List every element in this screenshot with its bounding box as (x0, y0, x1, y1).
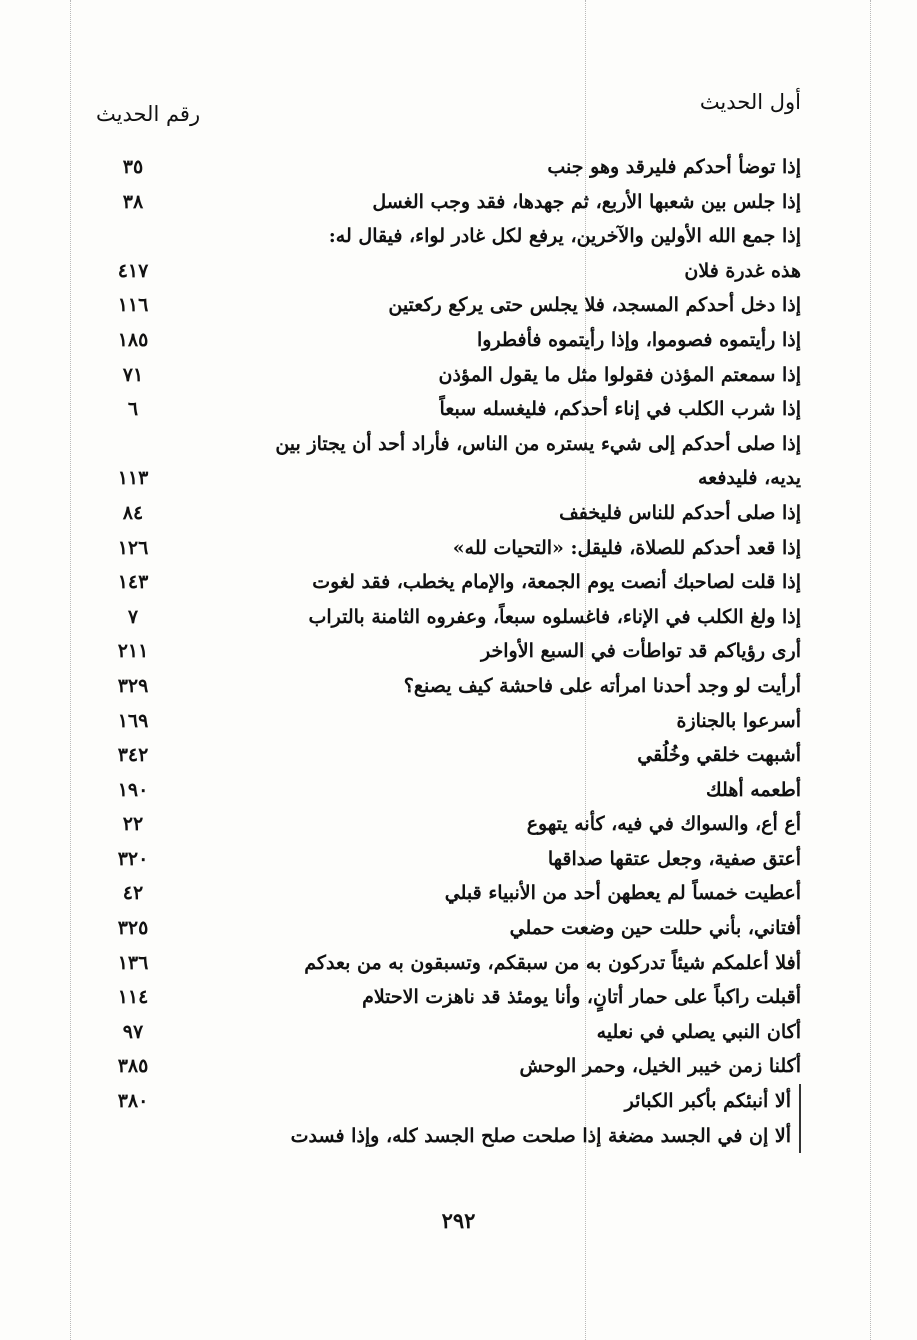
hadith-start-text: أع أع، والسواك في فيه، كأنه يتهوع (526, 813, 801, 836)
hadith-number: ١١٣ (117, 467, 149, 490)
hadith-start-text: أفلا أعلمكم شيئاً تدركون به من سبقكم، وتسبقون به من بعدكم (304, 951, 801, 974)
index-row (96, 496, 801, 531)
hadith-start-text: أعطيت خمساً لم يعطهن أحد من الأنبياء قبلي (444, 882, 801, 905)
index-row (96, 1119, 801, 1154)
index-row (96, 288, 801, 323)
hadith-start-text: إذا سمعتم المؤذن فقولوا مثل ما يقول المؤذن (438, 363, 801, 386)
table-header (96, 86, 801, 130)
index-page (96, 86, 801, 1153)
index-row (96, 358, 801, 393)
hadith-start-text: إذا قلت لصاحبك أنصت يوم الجمعة، والإمام يخطب، فقد لغوت (312, 571, 801, 594)
hadith-start-text: إذا توضأ أحدكم فليرقد وهو جنب (547, 156, 801, 178)
hadith-start-text: أقبلت راكباً على حمار أتانٍ، وأنا يومئذ قد ناهزت الاحتلام (362, 986, 801, 1009)
hadith-start-text: إذا جمع الله الأولين والآخرين، يرفع لكل غادر لواء، فيقال له: (328, 225, 801, 248)
scan-fold-line (70, 0, 71, 1340)
index-row (96, 911, 801, 946)
index-row (96, 1049, 801, 1084)
hadith-start-text: أشبهت خلقي وخُلُقي (637, 744, 801, 767)
hadith-start-column-label: أول الحديث (699, 90, 801, 114)
index-row (96, 669, 801, 704)
hadith-start-text: إذا شرب الكلب في إناء أحدكم، فليغسله سبعاً (439, 398, 801, 421)
index-row (96, 600, 801, 635)
hadith-number: ١١٤ (117, 986, 149, 1009)
index-row (96, 738, 801, 773)
hadith-number: ٨٤ (122, 501, 144, 524)
index-row (96, 531, 801, 566)
hadith-number: ٣٢٥ (117, 917, 149, 940)
hadith-start-text: هذه غدرة فلان (684, 259, 801, 282)
index-row (96, 946, 801, 981)
index-row (96, 461, 801, 496)
page-number: ٢٩٢ (441, 1208, 476, 1233)
hadith-number: ١٤٣ (117, 571, 149, 594)
hadith-number: ٤١٧ (117, 259, 149, 282)
hadith-number: ٣٨٥ (117, 1055, 149, 1078)
index-row (96, 392, 801, 427)
hadith-start-text: إذا صلى أحدكم للناس فليخفف (559, 501, 801, 524)
index-row (96, 219, 801, 254)
hadith-number: ٩٧ (122, 1020, 144, 1043)
index-row (96, 565, 801, 600)
hadith-start-text: إذا صلى أحدكم إلى شيء يستره من الناس، فأراد أحد أن يجتاز بين (275, 432, 801, 455)
index-row (96, 185, 801, 220)
hadith-start-text: يديه، فليدفعه (698, 467, 801, 490)
hadith-number-column-label: رقم الحديث (96, 102, 201, 126)
hadith-number: ١١٦ (117, 294, 149, 317)
hadith-start-text: أفتاني، بأني حللت حين وضعت حملي (509, 917, 801, 940)
scan-fold-line (870, 0, 871, 1340)
hadith-start-text: إذا دخل أحدكم المسجد، فلا يجلس حتى يركع ركعتين (388, 294, 801, 317)
hadith-start-text: أسرعوا بالجنازة (676, 709, 801, 732)
hadith-number: ٢٢ (122, 813, 144, 836)
hadith-number: ٣٤٢ (117, 744, 149, 767)
hadith-number: ١٢٦ (117, 536, 149, 559)
index-row (96, 773, 801, 808)
hadith-number: ٣٢٠ (117, 847, 149, 870)
index-row (96, 1015, 801, 1050)
hadith-index-list (96, 150, 801, 1153)
index-row (96, 254, 801, 289)
index-row (96, 427, 801, 462)
hadith-start-text: ألا إن في الجسد مضغة إذا صلحت صلح الجسد كله، وإذا فسدت (290, 1124, 791, 1147)
hadith-number: ١٨٥ (117, 328, 149, 351)
hadith-number: ٣٨٠ (117, 1090, 149, 1113)
hadith-number: ١٩٠ (117, 778, 149, 801)
hadith-number: ٣٨ (122, 190, 144, 213)
hadith-number: ٧١ (122, 363, 144, 386)
index-row (96, 634, 801, 669)
index-row (96, 1084, 801, 1119)
index-row (96, 980, 801, 1015)
hadith-number: ٢١١ (117, 640, 149, 663)
hadith-number: ٧ (127, 605, 139, 628)
index-row (96, 150, 801, 185)
hadith-number: ٤٢ (122, 882, 144, 905)
index-row (96, 876, 801, 911)
hadith-start-text: إذا رأيتموه فصوموا، وإذا رأيتموه فأفطروا (476, 328, 801, 351)
hadith-start-text: ألا أنبئكم بأكبر الكبائر (624, 1090, 791, 1113)
index-row (96, 704, 801, 739)
hadith-start-text: أرى رؤياكم قد تواطأت في السبع الأواخر (481, 640, 801, 663)
hadith-start-text: إذا جلس بين شعبها الأربع، ثم جهدها، فقد وجب الغسل (372, 190, 801, 213)
hadith-number: ٦ (127, 398, 139, 421)
hadith-start-text: أعتق صفية، وجعل عتقها صداقها (547, 847, 801, 870)
hadith-start-text: أكان النبي يصلي في نعليه (596, 1020, 801, 1043)
hadith-number: ١٣٦ (117, 951, 149, 974)
index-row (96, 323, 801, 358)
hadith-number: ٣٢٩ (117, 674, 149, 697)
hadith-start-text: أرأيت لو وجد أحدنا امرأته على فاحشة كيف يصنع؟ (403, 674, 801, 697)
hadith-number: ٣٥ (122, 156, 144, 178)
hadith-start-text: إذا ولغ الكلب في الإناء، فاغسلوه سبعاً، وعفروه الثامنة بالتراب (308, 605, 801, 628)
hadith-number: ١٦٩ (117, 709, 149, 732)
hadith-start-text: أكلنا زمن خيبر الخيل، وحمر الوحش (519, 1055, 801, 1078)
hadith-start-text: إذا قعد أحدكم للصلاة، فليقل: «التحيات لله» (452, 536, 801, 559)
hadith-start-text: أطعمه أهلك (706, 778, 801, 801)
index-row (96, 842, 801, 877)
index-row (96, 807, 801, 842)
